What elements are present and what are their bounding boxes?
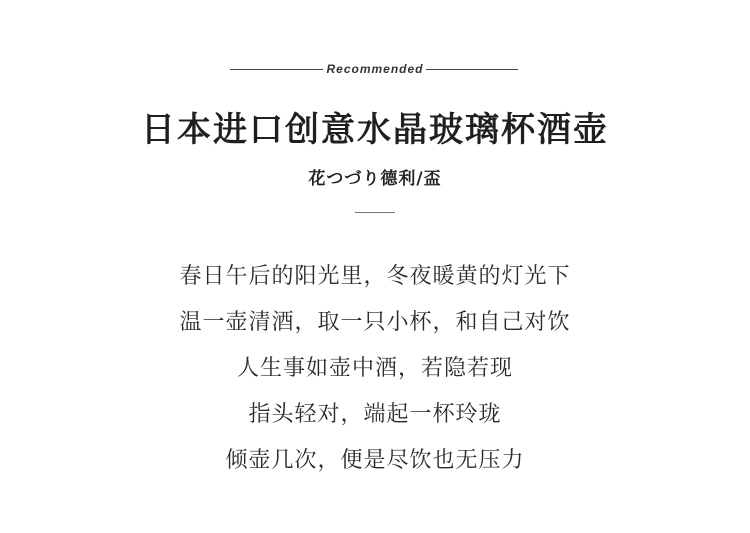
recommended-eyebrow: Recommended xyxy=(326,62,424,76)
section-divider xyxy=(355,212,395,213)
product-title: 日本进口创意水晶玻璃杯酒壶 xyxy=(141,110,609,150)
poem-block xyxy=(0,254,750,484)
eyebrow-line-right xyxy=(426,69,518,70)
poem-line: 人生事如壶中酒，若隐若现 xyxy=(236,356,513,381)
poem-line: 指头轻对，端起一杯玲珑 xyxy=(248,402,502,427)
poem-line: 倾壶几次，便是尽饮也无压力 xyxy=(225,448,525,473)
poem-line: 春日午后的阳光里，冬夜暖黄的灯光下 xyxy=(179,264,571,289)
product-subtitle: 花つづり德利/盃 xyxy=(308,169,442,189)
poem-line: 温一壶清酒，取一只小杯，和自己对饮 xyxy=(179,310,571,335)
